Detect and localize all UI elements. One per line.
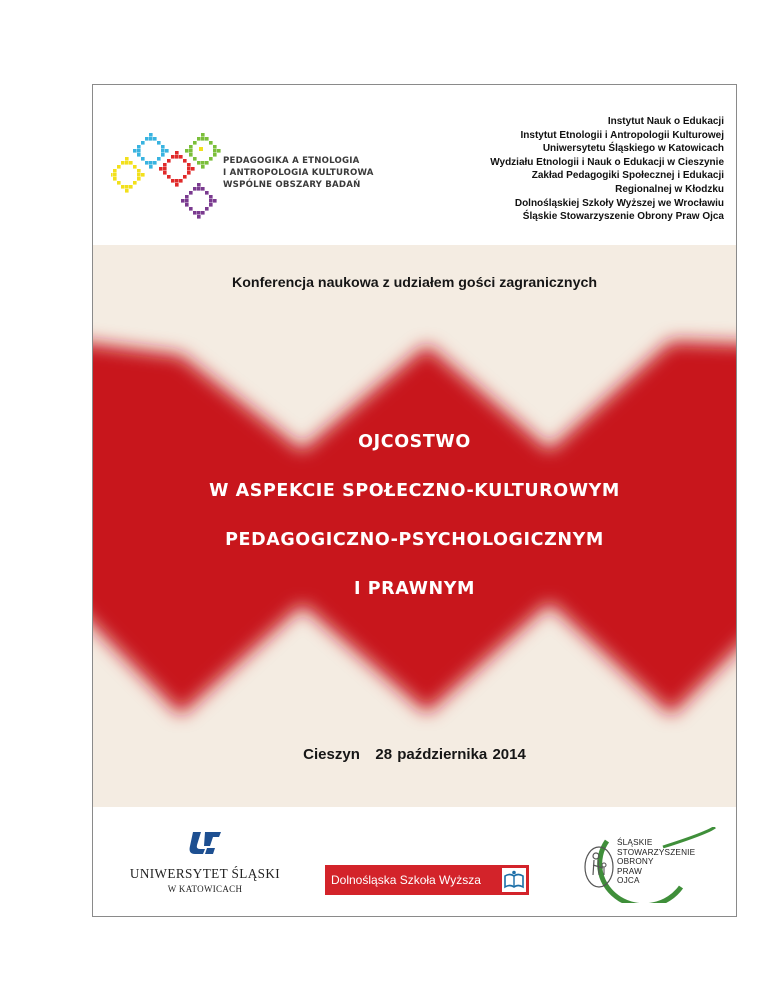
logo-pixel [209, 157, 213, 161]
red-zigzag-shape [93, 245, 736, 807]
conference-logo-text [223, 155, 374, 191]
logo-pixel [113, 173, 117, 177]
ssopo-line: OJCA [617, 876, 640, 886]
logo-pixel [141, 141, 145, 145]
logo-pixel [125, 161, 129, 165]
logo-pixel [163, 167, 167, 171]
logo-pixel [209, 141, 213, 145]
logo-pixel [187, 171, 191, 175]
logo-line: I ANTROPOLOGIA KULTUROWA [223, 168, 374, 178]
ssopo-line: PRAW [617, 866, 643, 876]
logo-pixel [193, 211, 197, 215]
conference-subtitle: Konferencja naukowa z udziałem gości zagranicznych [231, 275, 598, 291]
ssopo-line: OBRONY [617, 857, 654, 867]
logo-pixel [213, 145, 217, 149]
logo-pixel [201, 161, 205, 165]
logo-pixel [209, 203, 213, 207]
logo-pixel [133, 181, 137, 185]
logo-pixel [201, 187, 205, 191]
logo-pixel [189, 149, 193, 153]
logo-pixel [121, 161, 125, 165]
logo-pixel [197, 211, 201, 215]
logo-pixel [175, 155, 179, 159]
ssopo-logo [577, 827, 717, 903]
conference-title-line: PEDAGOGICZNO-PSYCHOLOGICZNYM [225, 530, 604, 550]
logo-pixel [113, 169, 117, 173]
logo-pixel [193, 141, 197, 145]
logo-pixel [113, 177, 117, 181]
logo-pixel [163, 171, 167, 175]
logo-pixel [159, 167, 163, 171]
logo-pixel [161, 153, 165, 157]
place-and-date [93, 746, 736, 763]
logo-pixel [201, 211, 205, 215]
logo-pixel [129, 161, 133, 165]
organizers-list [490, 115, 724, 224]
logo-pixel [149, 133, 153, 137]
ssopo-line: STOWARZYSZENIE [617, 847, 696, 857]
logo-pixel [205, 137, 209, 141]
logo-pixel [171, 155, 175, 159]
place: Cieszyn [303, 746, 360, 763]
logo-pixel [187, 167, 191, 171]
title-band [93, 245, 736, 807]
organizer-line: Uniwersytetu Śląskiego w Katowicach [542, 143, 724, 155]
dsw-name: Dolnośląska Szkoła Wyższa [331, 873, 481, 887]
poster-footer [93, 807, 736, 917]
logo-pixel [157, 157, 161, 161]
logo-pixel [125, 189, 129, 193]
logo-pixel [205, 161, 209, 165]
conference-logo [111, 127, 221, 227]
logo-pixel [185, 195, 189, 199]
logo-pixel [185, 199, 189, 203]
logo-pixel [149, 165, 153, 169]
logo-pixel [209, 199, 213, 203]
logo-pixel [141, 173, 145, 177]
us-city: W KATOWICACH [167, 884, 243, 894]
logo-pixel [137, 153, 141, 157]
logo-pixel [217, 149, 221, 153]
logo-pixel [129, 185, 133, 189]
logo-pixel [163, 163, 167, 167]
logo-pixel [137, 177, 141, 181]
logo-pixel [137, 173, 141, 177]
logo-pixel [205, 191, 209, 195]
logo-pixel [121, 185, 125, 189]
conference-poster [92, 84, 737, 917]
logo-pixel [133, 165, 137, 169]
logo-pixel [213, 153, 217, 157]
logo-pixel [189, 153, 193, 157]
logo-pixel [145, 137, 149, 141]
dsw-logo [325, 865, 529, 895]
logo-pixel [167, 175, 171, 179]
conference-title-line: W ASPEKCIE SPOŁECZNO-KULTUROWYM [209, 481, 620, 501]
logo-pixel [137, 169, 141, 173]
logo-pixel [175, 183, 179, 187]
logo-pixel [197, 161, 201, 165]
logo-pixel [183, 175, 187, 179]
logo-pixel [193, 187, 197, 191]
organizer-line: Zakład Pedagogiki Społecznej i Edukacji [531, 170, 724, 182]
logo-pixel [183, 159, 187, 163]
logo-pixel [111, 173, 113, 177]
logo-pixel [171, 179, 175, 183]
logo-pixel [213, 199, 217, 203]
logo-pixel [157, 141, 161, 145]
logo-pixel [201, 165, 205, 169]
open-book-icon [502, 868, 526, 892]
logo-pixel [145, 161, 149, 165]
logo-pixel [201, 137, 205, 141]
logo-pixel [179, 179, 183, 183]
logo-pixel [179, 155, 183, 159]
logo-pixel [197, 183, 201, 187]
logo-pixel [197, 187, 201, 191]
logo-pixel [175, 151, 179, 155]
logo-pixel [153, 137, 157, 141]
logo-pixel [137, 145, 141, 149]
logo-pixel [187, 163, 191, 167]
logo-pixel [133, 149, 137, 153]
logo-pixel [197, 137, 201, 141]
organizer-line: Wydziału Etnologii i Nauk o Edukacji w Cieszynie [490, 156, 724, 168]
pixel-diamond-pattern-icon [111, 127, 221, 227]
logo-pixel [161, 149, 165, 153]
us-name: UNIWERSYTET ŚLĄSKI [129, 866, 281, 881]
logo-pixel [117, 165, 121, 169]
logo-pixel [191, 167, 195, 171]
logo-pixel [153, 161, 157, 165]
organizer-line: Śląskie Stowarzyszenie Obrony Praw Ojca [522, 211, 724, 223]
logo-pixel [137, 149, 141, 153]
logo-pixel [189, 191, 193, 195]
logo-pixel [185, 149, 189, 153]
logo-pixel [161, 145, 165, 149]
logo-pixel [197, 215, 201, 219]
organizer-line: Dolnośląskiej Szkoły Wyższej we Wrocławiu [514, 197, 724, 209]
organizer-line: Instytut Etnologii i Antropologii Kulturowej [520, 129, 724, 141]
organizer-line: Regionalnej w Kłodzku [615, 183, 724, 195]
organizer-line: Instytut Nauk o Edukacji [607, 116, 724, 127]
logo-pixel [141, 157, 145, 161]
logo-pixel [125, 185, 129, 189]
logo-pixel [165, 149, 169, 153]
logo-pixel [175, 179, 179, 183]
logo-pixel [209, 195, 213, 199]
ssopo-line: ŚLĄSKIE [617, 838, 653, 847]
logo-pixel [205, 207, 209, 211]
university-of-silesia-logo [115, 829, 295, 901]
logo-pixel [213, 149, 217, 153]
us-monogram-icon [185, 829, 225, 857]
logo-line: WSPÓLNE OBSZARY BADAŃ [223, 180, 361, 190]
logo-pixel [181, 199, 185, 203]
logo-pixel [167, 159, 171, 163]
logo-pixel [199, 147, 203, 151]
poster-header [93, 85, 736, 245]
conference-title-line: I PRAWNYM [353, 579, 476, 599]
logo-pixel [189, 145, 193, 149]
logo-pixel [125, 157, 129, 161]
ssopo-name [617, 838, 695, 886]
logo-pixel [117, 181, 121, 185]
logo-pixel [149, 161, 153, 165]
logo-pixel [149, 137, 153, 141]
logo-line: PEDAGOGIKA A ETNOLOGIA [223, 156, 360, 166]
date: 28 października 2014 [375, 746, 526, 763]
logo-pixel [193, 157, 197, 161]
logo-pixel [189, 207, 193, 211]
logo-pixel [201, 133, 205, 137]
logo-pixel [185, 203, 189, 207]
conference-title-line: OJCOSTWO [358, 432, 471, 452]
